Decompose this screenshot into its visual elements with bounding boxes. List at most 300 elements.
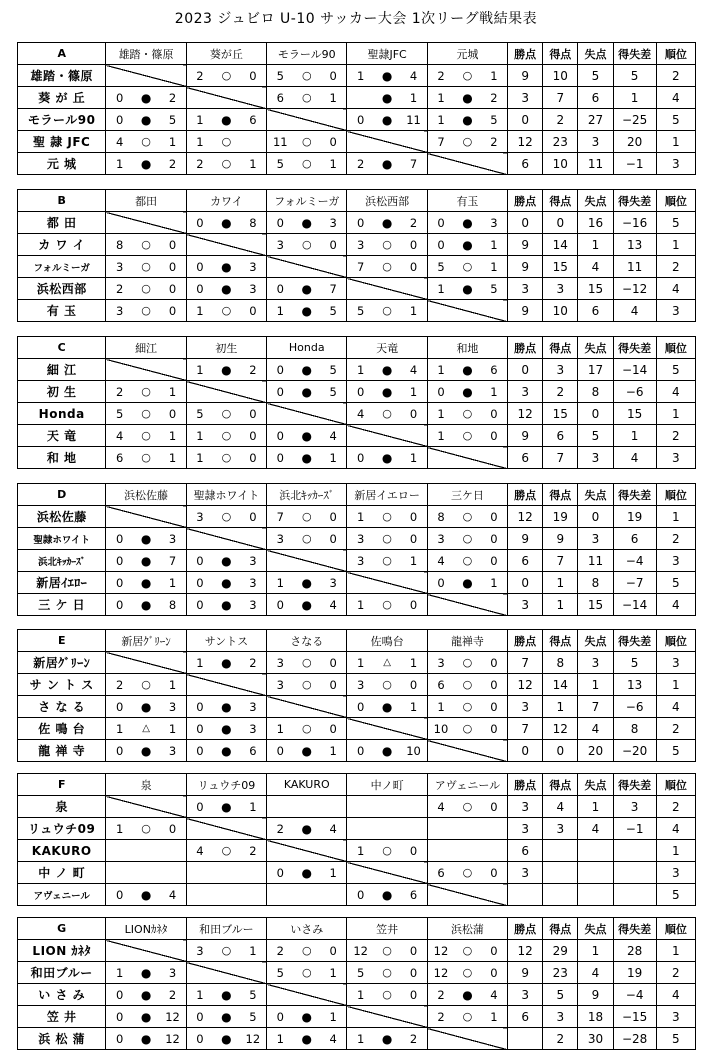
score-against: 0 xyxy=(168,281,177,296)
table-row xyxy=(18,796,696,818)
goals-against-cell: 8 xyxy=(578,381,613,403)
diagonal-cell xyxy=(186,87,266,109)
score-against: 11 xyxy=(406,112,421,127)
win-mark: ○ xyxy=(221,135,232,148)
team-row-name: 新居ｸﾞﾘｰﾝ xyxy=(18,652,106,674)
match-result xyxy=(347,506,426,527)
match-result-cell xyxy=(106,1028,186,1050)
stat-header: 得失差 xyxy=(613,190,656,212)
unplayed-cell xyxy=(106,862,186,884)
score-against: 6 xyxy=(409,887,418,902)
match-result-cell xyxy=(347,696,427,718)
points-cell: 9 xyxy=(508,256,543,278)
goals-for-cell: 8 xyxy=(543,652,578,674)
match-result-cell xyxy=(347,256,427,278)
goal-difference-cell: 1 xyxy=(613,425,656,447)
match-result-cell xyxy=(267,940,347,962)
team-row-name: 有 玉 xyxy=(18,300,106,322)
lose-mark: ● xyxy=(140,1031,152,1046)
team-row-name: カ ワ イ xyxy=(18,234,106,256)
win-mark: ○ xyxy=(141,822,151,835)
match-result xyxy=(187,696,266,717)
lose-mark: ● xyxy=(462,575,473,590)
team-column-header: 三ケ日 xyxy=(427,484,507,506)
match-result xyxy=(187,300,266,321)
table-row xyxy=(18,984,696,1006)
score-for: 1 xyxy=(437,90,445,105)
table-row xyxy=(18,359,696,381)
match-result xyxy=(347,300,426,321)
score-against: 0 xyxy=(249,450,257,465)
match-result-cell xyxy=(427,1006,507,1028)
rank-cell: 1 xyxy=(656,840,695,862)
stat-header: 順位 xyxy=(656,43,695,65)
team-row-name: リュウチ09 xyxy=(18,818,106,840)
team-column-header: 新居イエロー xyxy=(347,484,427,506)
match-result xyxy=(428,403,507,424)
score-against: 4 xyxy=(409,68,418,83)
match-result-cell xyxy=(347,740,427,762)
match-result-cell xyxy=(427,278,507,300)
lose-mark: ● xyxy=(140,965,152,980)
match-result-cell xyxy=(106,153,186,175)
match-result xyxy=(267,425,346,446)
win-mark: ○ xyxy=(462,135,473,148)
score-for: 3 xyxy=(276,677,284,692)
team-column-header: 中ノ町 xyxy=(347,774,427,796)
win-mark: ○ xyxy=(301,135,312,148)
table-row xyxy=(18,840,696,862)
score-against: 1 xyxy=(490,237,498,252)
win-mark: ○ xyxy=(382,260,392,273)
team-column-header: 初生 xyxy=(186,337,266,359)
score-against: 0 xyxy=(329,531,337,546)
goals-against-cell: 16 xyxy=(578,212,613,234)
match-result-cell xyxy=(186,403,266,425)
match-result xyxy=(347,884,426,905)
match-result xyxy=(428,940,507,961)
match-result-cell xyxy=(267,862,347,884)
goals-for-cell: 7 xyxy=(543,87,578,109)
group-header-row xyxy=(18,484,696,506)
goal-difference-cell: 15 xyxy=(613,403,656,425)
goal-difference-cell: −7 xyxy=(613,572,656,594)
stat-header: 失点 xyxy=(578,918,613,940)
goal-difference-cell: 1 xyxy=(613,87,656,109)
win-mark: ○ xyxy=(141,429,151,442)
table-row xyxy=(18,652,696,674)
points-cell: 3 xyxy=(508,796,543,818)
goal-difference-cell: 5 xyxy=(613,65,656,87)
match-result xyxy=(347,984,426,1005)
score-against: 0 xyxy=(329,677,337,692)
match-result xyxy=(267,153,346,174)
score-for: 1 xyxy=(437,406,445,421)
match-result xyxy=(347,447,426,468)
unplayed-cell xyxy=(267,884,347,906)
score-for: 3 xyxy=(437,655,445,670)
diagonal-cell xyxy=(186,818,266,840)
lose-mark: ● xyxy=(140,743,152,758)
match-result xyxy=(187,256,266,277)
lose-mark: ● xyxy=(221,987,232,1002)
score-against: 5 xyxy=(249,987,257,1002)
match-result-cell xyxy=(267,212,347,234)
score-for: 2 xyxy=(115,281,124,296)
score-for: 6 xyxy=(276,90,284,105)
stat-header: 失点 xyxy=(578,43,613,65)
points-cell: 0 xyxy=(508,212,543,234)
match-result xyxy=(106,696,185,717)
lose-mark: ● xyxy=(221,799,232,814)
points-cell: 12 xyxy=(508,506,543,528)
win-mark: ○ xyxy=(462,532,473,545)
score-for: 0 xyxy=(115,699,124,714)
match-result-cell xyxy=(267,818,347,840)
table-row xyxy=(18,862,696,884)
lose-mark: ● xyxy=(381,743,393,758)
win-mark: ○ xyxy=(382,238,392,251)
match-result xyxy=(347,840,426,861)
score-for: 1 xyxy=(437,362,445,377)
match-result-cell xyxy=(347,403,427,425)
table-row xyxy=(18,594,696,616)
match-result xyxy=(347,550,426,571)
lose-mark: ● xyxy=(140,575,152,590)
score-for: 8 xyxy=(437,509,445,524)
stat-header: 順位 xyxy=(656,190,695,212)
stat-header: 勝点 xyxy=(508,484,543,506)
goal-difference-cell: 6 xyxy=(613,528,656,550)
diagonal-cell xyxy=(106,212,186,234)
points-cell: 12 xyxy=(508,403,543,425)
score-for: 0 xyxy=(115,743,124,758)
match-result xyxy=(428,962,507,983)
score-against: 0 xyxy=(329,721,337,736)
score-for: 0 xyxy=(437,237,445,252)
score-for: 1 xyxy=(356,509,365,524)
goals-for-cell: 12 xyxy=(543,718,578,740)
stat-header: 失点 xyxy=(578,190,613,212)
match-result-cell xyxy=(186,840,266,862)
points-cell: 12 xyxy=(508,131,543,153)
score-against: 1 xyxy=(409,303,418,318)
diagonal-cell xyxy=(106,65,186,87)
match-result-cell xyxy=(267,740,347,762)
win-mark: ○ xyxy=(462,260,473,273)
match-result xyxy=(267,594,346,615)
goal-difference-cell: −15 xyxy=(613,1006,656,1028)
win-mark: ○ xyxy=(462,966,473,979)
stat-header: 得点 xyxy=(543,774,578,796)
win-mark: ○ xyxy=(382,844,392,857)
match-result-cell xyxy=(186,131,266,153)
match-result xyxy=(428,506,507,527)
score-against: 0 xyxy=(409,943,418,958)
lose-mark: ● xyxy=(462,90,473,105)
lose-mark: ● xyxy=(221,215,232,230)
lose-mark: ● xyxy=(140,699,152,714)
score-against: 4 xyxy=(409,362,418,377)
stat-header: 得失差 xyxy=(613,774,656,796)
score-against: 0 xyxy=(490,509,498,524)
score-against: 1 xyxy=(168,677,177,692)
goals-against-cell: 15 xyxy=(578,594,613,616)
match-result-cell xyxy=(186,109,266,131)
goal-difference-cell: 19 xyxy=(613,962,656,984)
score-against: 0 xyxy=(490,799,498,814)
score-for: 0 xyxy=(196,215,204,230)
match-result xyxy=(187,718,266,739)
lose-mark: ● xyxy=(140,531,152,546)
goal-difference-cell: −4 xyxy=(613,550,656,572)
score-against: 0 xyxy=(249,68,257,83)
match-result-cell xyxy=(186,300,266,322)
stat-header: 得点 xyxy=(543,190,578,212)
lose-mark: ● xyxy=(221,575,232,590)
match-result xyxy=(187,153,266,174)
match-result xyxy=(428,674,507,695)
lose-mark: ● xyxy=(381,384,393,399)
match-result-cell xyxy=(106,528,186,550)
goals-against-cell: 3 xyxy=(578,652,613,674)
score-for: 0 xyxy=(437,215,445,230)
win-mark: ○ xyxy=(462,656,473,669)
table-row xyxy=(18,447,696,469)
score-for: 3 xyxy=(196,509,204,524)
score-against: 1 xyxy=(490,384,498,399)
match-result xyxy=(106,87,185,108)
lose-mark: ● xyxy=(301,743,312,758)
match-result-cell xyxy=(106,572,186,594)
match-result-cell xyxy=(427,381,507,403)
goal-difference-cell: 13 xyxy=(613,674,656,696)
score-against: 0 xyxy=(490,553,498,568)
points-cell: 0 xyxy=(508,740,543,762)
match-result xyxy=(106,300,185,321)
score-for: 1 xyxy=(115,156,124,171)
score-against: 0 xyxy=(249,428,257,443)
match-result-cell xyxy=(106,131,186,153)
goals-for-cell xyxy=(543,884,578,906)
points-cell xyxy=(508,1028,543,1050)
match-result xyxy=(267,65,346,86)
win-mark: ○ xyxy=(301,678,312,691)
match-result-cell xyxy=(427,131,507,153)
score-for: 0 xyxy=(276,597,284,612)
score-against: 12 xyxy=(245,1031,261,1046)
match-result xyxy=(106,381,185,402)
score-against: 6 xyxy=(490,362,498,377)
goal-difference-cell xyxy=(613,862,656,884)
table-row xyxy=(18,718,696,740)
group-label: D xyxy=(18,484,106,506)
score-for: 6 xyxy=(437,865,445,880)
group-label: C xyxy=(18,337,106,359)
match-result-cell xyxy=(347,447,427,469)
diagonal-cell xyxy=(106,359,186,381)
score-for: 2 xyxy=(276,821,284,836)
match-result xyxy=(428,65,507,86)
table-row xyxy=(18,674,696,696)
match-result-cell xyxy=(427,984,507,1006)
stat-header: 勝点 xyxy=(508,43,543,65)
match-result-cell xyxy=(106,278,186,300)
match-result-cell xyxy=(267,425,347,447)
group-header-row xyxy=(18,337,696,359)
match-result xyxy=(347,528,426,549)
score-against: 0 xyxy=(490,531,498,546)
win-mark: ○ xyxy=(462,69,473,82)
match-result-cell xyxy=(347,674,427,696)
points-cell: 3 xyxy=(508,984,543,1006)
match-result xyxy=(428,256,507,277)
match-result xyxy=(267,1006,346,1027)
match-result xyxy=(187,109,266,130)
goals-for-cell: 15 xyxy=(543,403,578,425)
team-column-header: 和地 xyxy=(427,337,507,359)
match-result-cell xyxy=(427,796,507,818)
lose-mark: ● xyxy=(140,597,152,612)
stat-header: 順位 xyxy=(656,484,695,506)
goal-difference-cell: −12 xyxy=(613,278,656,300)
rank-cell: 2 xyxy=(656,425,695,447)
points-cell: 6 xyxy=(508,447,543,469)
lose-mark: ● xyxy=(381,887,393,902)
win-mark: ○ xyxy=(462,866,473,879)
stat-header: 順位 xyxy=(656,630,695,652)
table-row xyxy=(18,818,696,840)
stat-header: 勝点 xyxy=(508,190,543,212)
lose-mark: ● xyxy=(301,362,312,377)
match-result-cell xyxy=(186,1006,266,1028)
score-for: 1 xyxy=(115,965,124,980)
match-result-cell xyxy=(427,403,507,425)
match-result-cell xyxy=(267,528,347,550)
score-for: 1 xyxy=(276,1031,284,1046)
lose-mark: ● xyxy=(140,987,152,1002)
rank-cell: 5 xyxy=(656,359,695,381)
diagonal-cell xyxy=(106,652,186,674)
match-result-cell xyxy=(186,572,266,594)
score-against: 1 xyxy=(490,1009,498,1024)
team-column-header: Honda xyxy=(267,337,347,359)
match-result-cell xyxy=(347,381,427,403)
match-result xyxy=(267,447,346,468)
match-result xyxy=(347,212,426,233)
score-against: 1 xyxy=(409,450,418,465)
match-result xyxy=(106,403,185,424)
score-for: 3 xyxy=(276,531,284,546)
unplayed-cell xyxy=(186,862,266,884)
diagonal-cell xyxy=(427,884,507,906)
diagonal-cell xyxy=(267,109,347,131)
team-row-name: 葵 が 丘 xyxy=(18,87,106,109)
match-result-cell xyxy=(106,1006,186,1028)
win-mark: ○ xyxy=(301,510,312,523)
match-result xyxy=(347,740,426,761)
score-against: 1 xyxy=(409,553,418,568)
goals-for-cell: 6 xyxy=(543,425,578,447)
score-against: 3 xyxy=(168,743,177,758)
match-result xyxy=(267,962,346,983)
match-result-cell xyxy=(427,674,507,696)
score-against: 6 xyxy=(249,743,257,758)
win-mark: ○ xyxy=(301,944,312,957)
group-header-row xyxy=(18,774,696,796)
goals-for-cell: 15 xyxy=(543,256,578,278)
match-result-cell xyxy=(106,674,186,696)
team-row-name: 三 ケ 日 xyxy=(18,594,106,616)
score-for: 1 xyxy=(356,655,365,670)
score-against: 0 xyxy=(490,943,498,958)
score-for: 0 xyxy=(196,699,204,714)
rank-cell: 4 xyxy=(656,984,695,1006)
score-against: 0 xyxy=(168,259,177,274)
score-for: 4 xyxy=(356,406,365,421)
lose-mark: ● xyxy=(462,237,473,252)
match-result xyxy=(267,300,346,321)
match-result-cell xyxy=(347,984,427,1006)
match-result xyxy=(106,447,185,468)
team-column-header: サントス xyxy=(186,630,266,652)
diagonal-cell xyxy=(186,674,266,696)
match-result-cell xyxy=(347,300,427,322)
team-column-header: 新居ｸﾞﾘｰﾝ xyxy=(106,630,186,652)
rank-cell: 1 xyxy=(656,403,695,425)
match-result-cell xyxy=(186,447,266,469)
match-result xyxy=(428,131,507,152)
team-column-header: フォルミーガ xyxy=(267,190,347,212)
score-against: 3 xyxy=(249,597,257,612)
lose-mark: ● xyxy=(221,112,232,127)
lose-mark: ● xyxy=(301,215,312,230)
stat-header: 勝点 xyxy=(508,630,543,652)
match-result xyxy=(428,278,507,299)
match-result-cell xyxy=(106,550,186,572)
score-against: 0 xyxy=(490,677,498,692)
goals-against-cell: 20 xyxy=(578,740,613,762)
stat-header: 順位 xyxy=(656,337,695,359)
score-for: 5 xyxy=(115,406,124,421)
lose-mark: ● xyxy=(221,553,232,568)
match-result xyxy=(106,984,185,1005)
lose-mark: ● xyxy=(301,450,312,465)
match-result xyxy=(428,425,507,446)
score-against: 2 xyxy=(490,134,498,149)
win-mark: ○ xyxy=(221,157,232,170)
team-row-name: 浜北ｷｯｶｰｽﾞ xyxy=(18,550,106,572)
match-result-cell xyxy=(106,425,186,447)
lose-mark: ● xyxy=(140,90,152,105)
rank-cell: 5 xyxy=(656,740,695,762)
score-against: 1 xyxy=(490,259,498,274)
lose-mark: ● xyxy=(221,1031,232,1046)
win-mark: ○ xyxy=(301,532,312,545)
score-for: 1 xyxy=(356,362,365,377)
score-against: 3 xyxy=(249,575,257,590)
match-result-cell xyxy=(106,696,186,718)
match-result-cell xyxy=(106,300,186,322)
score-for: 1 xyxy=(437,112,445,127)
score-for: 0 xyxy=(437,384,445,399)
stat-header: 失点 xyxy=(578,630,613,652)
team-row-name: 聖隷ホワイト xyxy=(18,528,106,550)
team-row-name: モラール90 xyxy=(18,109,106,131)
win-mark: ○ xyxy=(382,988,392,1001)
score-against: 0 xyxy=(490,965,498,980)
score-against: 2 xyxy=(249,362,257,377)
